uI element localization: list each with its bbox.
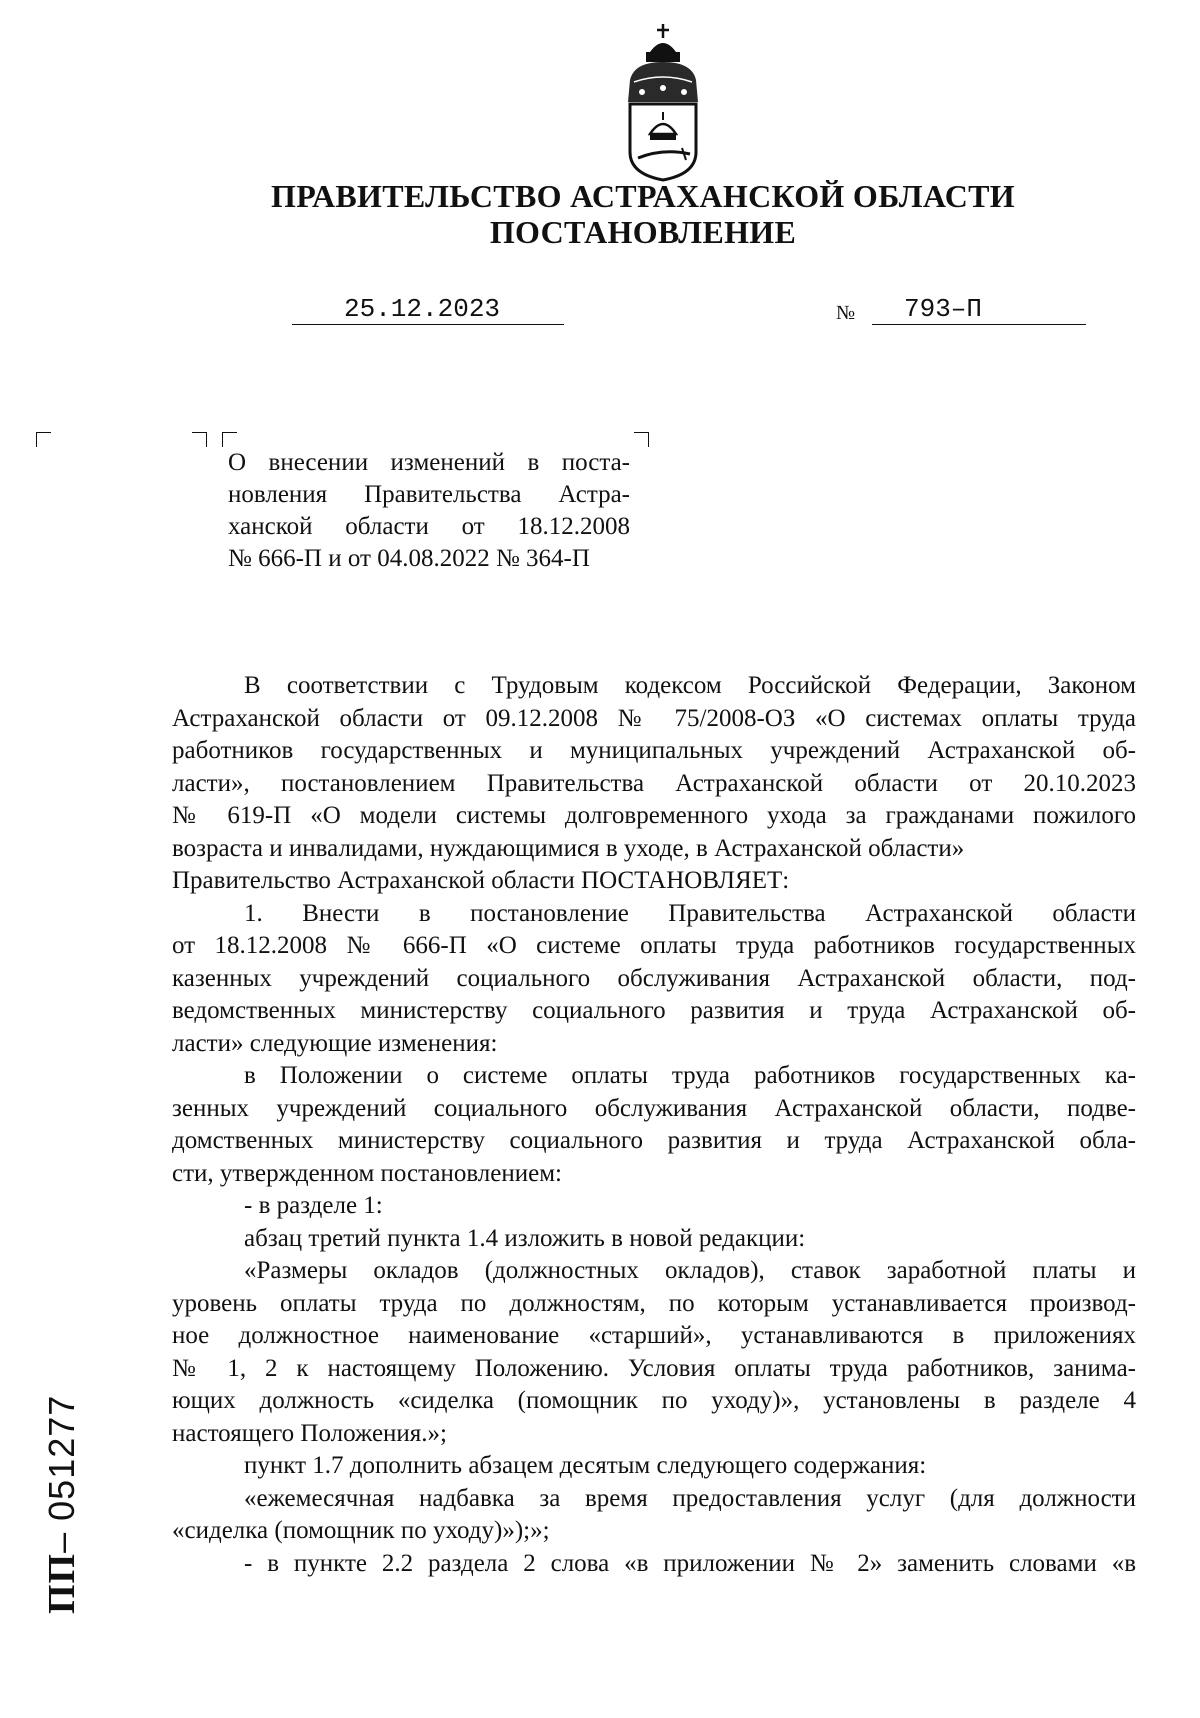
body-line: ласти» следующие изменения: (172, 1029, 498, 1057)
document-body (172, 670, 1136, 1580)
body-line: 1. Внести в постановление Правительства Астраханской области (244, 899, 1136, 927)
document-date: 25.12.2023 (344, 294, 501, 324)
body-line: казенных учреждений социального обслуживания Астраханской области, под- (172, 964, 1136, 992)
number-sign: № (836, 302, 856, 324)
document-number: 793–П (904, 294, 983, 324)
body-line: уровень оплаты труда по должностям, по которым устанавливается производ- (172, 1289, 1136, 1317)
coat-of-arms-icon (620, 22, 706, 182)
body-line: № 1, 2 к настоящему Положению. Условия оплаты труда работников, занима- (172, 1354, 1136, 1382)
body-line: пункт 1.7 дополнить абзацем десятым следующего содержания: (244, 1452, 927, 1479)
body-line: ласти», постановлением Правительства Астраханской области от 20.10.2023 (172, 769, 1136, 797)
body-line: возраста и инвалидами, нуждающимися в уходе, в Астраханской области» (172, 834, 965, 862)
number-field (872, 296, 1086, 325)
corner-mark (36, 432, 51, 447)
serial-number-text (40, 1395, 84, 1614)
subject-line: ханской области от 18.12.2008 (228, 513, 630, 540)
body-line: сти, утвержденном постановлением: (172, 1159, 562, 1187)
body-line: В соответствии с Трудовым кодексом Российской Федерации, Законом (244, 672, 1136, 699)
body-line: домственных министерству социального развития и труда Астраханской обла- (172, 1127, 1136, 1154)
corner-mark (634, 432, 649, 447)
corner-mark (222, 432, 237, 447)
corner-mark (192, 432, 207, 447)
body-line: зенных учреждений социального обслуживания Астраханской области, подве- (172, 1094, 1136, 1122)
body-line: - в пункте 2.2 раздела 2 слова «в приложении № 2» заменить словами «в (244, 1549, 1136, 1577)
body-line: от 18.12.2008 № 666-П «О системе оплаты труда работников государственных (172, 932, 1136, 959)
body-line: в Положении о системе оплаты труда работников государственных ка- (244, 1062, 1136, 1089)
body-line: ющих должность «сиделка (помощник по уходу)», установлены в разделе 4 (172, 1387, 1136, 1414)
blank-serial-number (32, 1382, 92, 1612)
body-line: «ежемесячная надбавка за время предоставления услуг (для должности (244, 1484, 1136, 1512)
body-line: настоящего Положения.»; (172, 1419, 447, 1447)
body-line: Астраханской области от 09.12.2008 № 75/2008-ОЗ «О системах оплаты труда (172, 704, 1136, 732)
serial-number: – 051277 (41, 1394, 82, 1553)
body-line: - в разделе 1: (244, 1192, 383, 1219)
subject-line: № 666-П и от 04.08.2022 № 364-П (228, 545, 590, 572)
body-line: № 619-П «О модели системы долговременного ухода за гражданами пожилого (172, 802, 1136, 829)
body-line: «Размеры окладов (должностных окладов), ставок заработной платы и (244, 1257, 1136, 1284)
subject-line: О внесении изменений в поста- (228, 449, 630, 476)
body-line: работников государственных и муниципальных учреждений Астраханской об- (172, 737, 1136, 764)
body-line: «сиделка (помощник по уходу)»);»; (172, 1517, 550, 1544)
subject-line: новления Правительства Астра- (228, 481, 630, 508)
body-line: Правительство Астраханской области ПОСТАНОВЛЯЕТ: (172, 867, 790, 894)
date-field (292, 296, 564, 325)
body-line: абзац третий пункта 1.4 изложить в новой редакции: (244, 1224, 806, 1252)
body-line: ведомственных министерству социального развития и труда Астраханской об- (172, 997, 1136, 1024)
document-type-title: ПОСТАНОВЛЕНИЕ (489, 214, 797, 250)
document-subject (228, 447, 630, 575)
serial-series: ПП (41, 1552, 83, 1614)
body-line: ное должностное наименование «старший», устанавливаются в приложениях (172, 1322, 1136, 1349)
organization-title: ПРАВИТЕЛЬСТВО АСТРАХАНСКОЙ ОБЛАСТИ (271, 178, 1015, 214)
